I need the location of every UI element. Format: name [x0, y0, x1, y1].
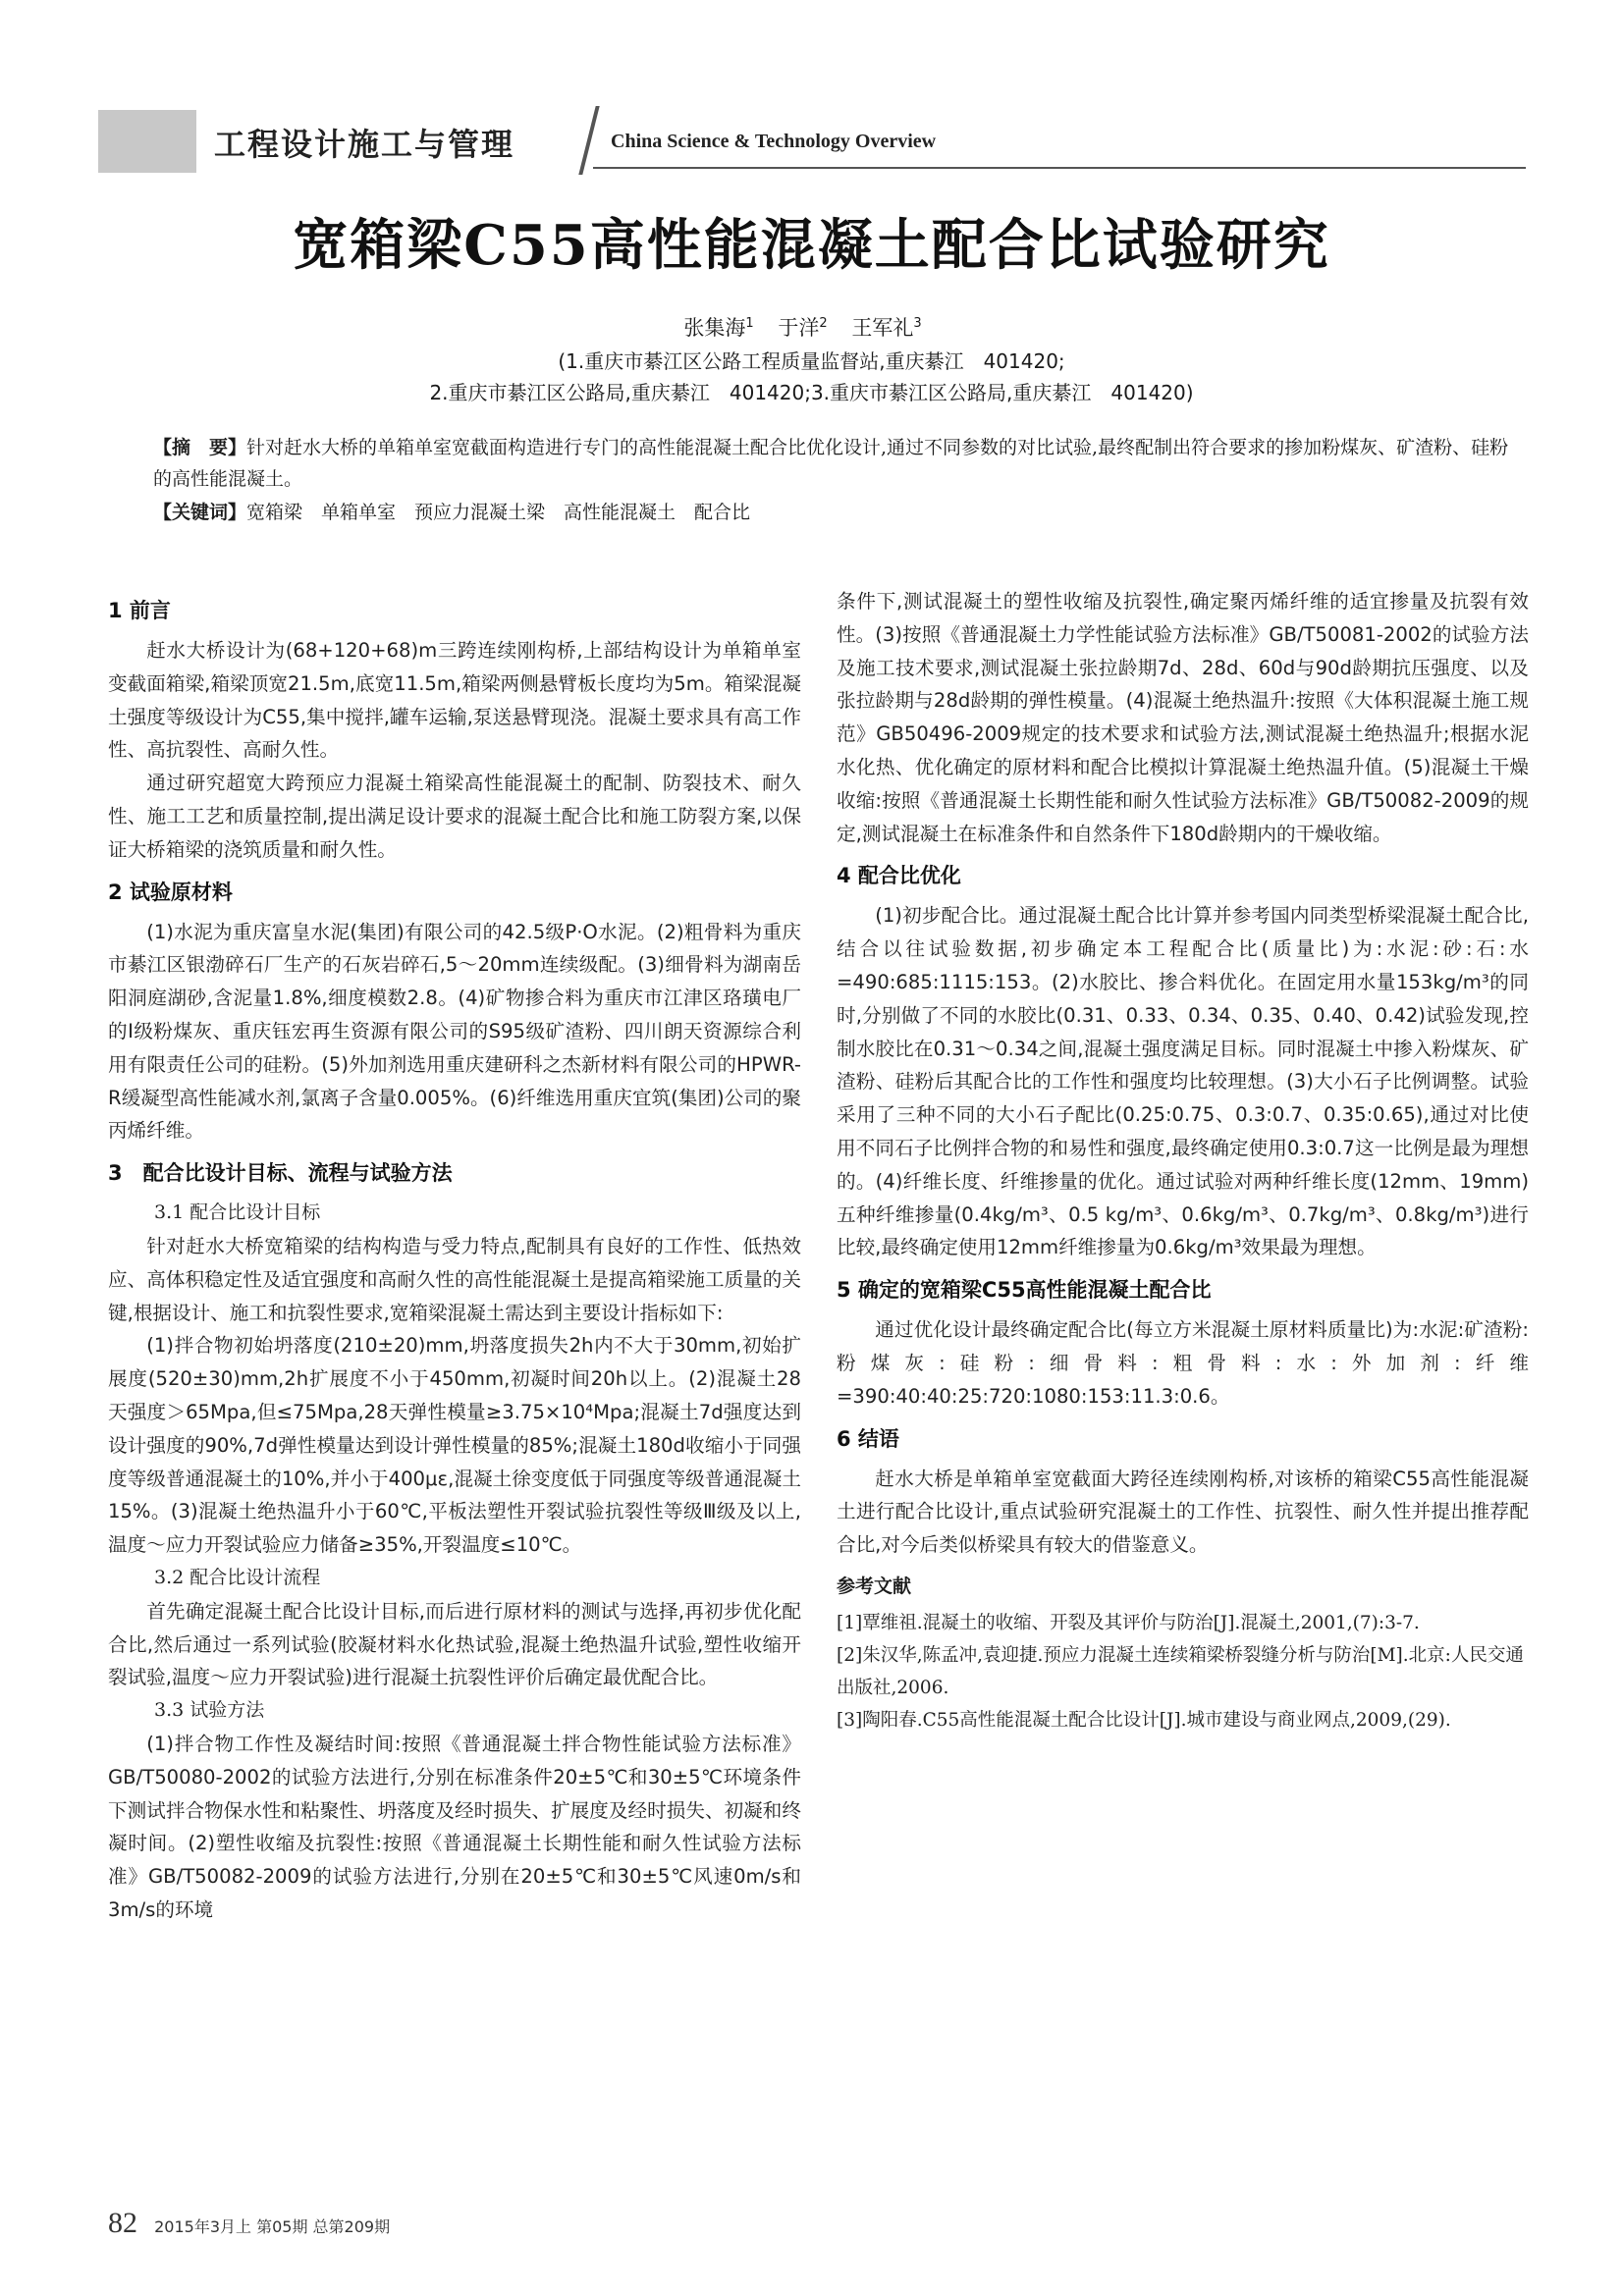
header-gray-block: [98, 110, 196, 173]
section-title: 工程设计施工与管理: [214, 126, 515, 163]
body-paragraph: 赶水大桥设计为(68+120+68)m三跨连续刚构桥,上部结构设计为单箱单室变截面箱梁,箱梁顶宽21.5m,底宽11.5m,箱梁两侧悬臂板长度均为5m。箱梁混凝土强度等级设计为C55,集中搅拌,罐车运输,泵送悬臂现浇。混凝土要求具有高工作性、高抗裂性、高耐久性。: [108, 639, 801, 762]
body-paragraph: 通过研究超宽大跨预应力混凝土箱梁高性能混凝土的配制、防裂技术、耐久性、施工工艺和质量控制,提出满足设计要求的混凝土配合比和施工防裂方案,以保证大桥箱梁的浇筑质量和耐久性。: [108, 772, 801, 861]
header-divider: [578, 106, 599, 175]
body-paragraph: (1)初步配合比。通过混凝土配合比计算并参考国内同类型桥梁混凝土配合比,结合以往试验数据,初步确定本工程配合比(质量比)为:水泥:砂:石:水=490:685:1115:153。(2)水胶比、掺合料优化。在固定用水量153kg/m³的同时,分别做了不同的水胶比(0.31、0.33、0.34、0.35、0.40、0.42)试验发现,控制水胶比在0.31～0.34之间,混凝土强度满足目标。同时混凝土中掺入粉煤灰、矿渣粉、硅粉后其配合比的工作性和强度均比较理想。(3)大小石子比例调整。试验采用了三种不同的大小石子配比(0.25:0.75、0.3:0.7、0.35:0.65),通过对比使用不同石子比例拌合物的和易性和强度,最终确定使用0.3:0.7这一比例是最为理想的。(4)纤维长度、纤维掺量的优化。通过试验对两种纤维长度(12mm、19mm)五种纤维掺量(0.4kg/m³、0.5 kg/m³、0.6kg/m³、0.7kg/m³、0.8kg/m³)进行比较,最终确定使用12mm纤维掺量为0.6kg/m³效果最为理想。: [837, 904, 1529, 1259]
section-heading: 1 前言: [108, 599, 171, 622]
author-name: 于洋: [778, 316, 820, 340]
page-footer: [108, 2207, 390, 2240]
author-sup: 2: [819, 316, 828, 331]
body-paragraph: 条件下,测试混凝土的塑性收缩及抗裂性,确定聚丙烯纤维的适宜掺量及抗裂有效性。(3)按照《普通混凝土力学性能试验方法标准》GB/T50081-2002的试验方法及施工技术要求,测试混凝土张拉龄期7d、28d、60d与90d龄期抗压强度、以及张拉龄期与28d龄期的弹性模量。(4)混凝土绝热温升:按照《大体积混凝土施工规范》GB50496-2009规定的技术要求和试验方法,测试混凝土绝热温升;根据水泥水化热、优化确定的原材料和配合比模拟计算混凝土绝热温升值。(5)混凝土干燥收缩:按照《普通混凝土长期性能和耐久性试验方法标准》GB/T50082-2009的规定,测试混凝土在标准条件和自然条件下180d龄期内的干燥收缩。: [837, 590, 1529, 845]
body-paragraph: 通过优化设计最终确定配合比(每立方米混凝土原材料质量比)为:水泥:矿渣粉:粉煤灰:硅粉:细骨料:粗骨料:水:外加剂:纤维=390:40:40:25:720:1080:153:11.3:0.6。: [837, 1318, 1529, 1408]
author-sup: 3: [913, 316, 922, 331]
subsection-heading: 3.1 配合比设计目标: [154, 1201, 321, 1224]
subsection-heading: 3.3 试验方法: [154, 1699, 265, 1722]
author-name: 王军礼: [851, 316, 914, 340]
header-rule: [593, 167, 1526, 169]
body-paragraph: 首先确定混凝土配合比设计目标,而后进行原材料的测试与选择,再初步优化配合比,然后通过一系列试验(胶凝材料水化热试验,混凝土绝热温升试验,塑性收缩开裂试验,温度～应力开裂试验)进行混凝土抗裂性评价后确定最优配合比。: [108, 1599, 801, 1689]
reference-item: [3]陶阳春.C55高性能混凝土配合比设计[J].城市建设与商业网点,2009,(29).: [837, 1709, 1451, 1731]
issue-info: 2015年3月上 第05期 总第209期: [154, 2217, 391, 2236]
body-paragraph: 赶水大桥是单箱单室宽截面大跨径连续刚构桥,对该桥的箱梁C55高性能混凝土进行配合比设计,重点试验研究混凝土的工作性、抗裂性、耐久性并提出推荐配合比,对今后类似桥梁具有较大的借鉴意义。: [837, 1467, 1529, 1557]
author-list: [0, 312, 1623, 342]
reference-item: [2]朱汉华,陈孟冲,袁迎捷.预应力混凝土连续箱梁桥裂缝分析与防治[M].北京:人民交通出版社,2006.: [837, 1644, 1524, 1698]
left-column: [108, 585, 801, 1927]
section-heading: 5 确定的宽箱梁C55高性能混凝土配合比: [837, 1278, 1212, 1303]
abstract-label: 【摘 要】: [153, 437, 247, 458]
abstract: [153, 432, 1526, 495]
abstract-text: 针对赶水大桥的单箱单室宽截面构造进行专门的高性能混凝土配合比优化设计,通过不同参数的对比试验,最终配制出符合要求的掺加粉煤灰、矿渣粉、硅粉的高性能混凝土。: [153, 437, 1509, 490]
references-heading: 参考文献: [837, 1575, 912, 1597]
body-paragraph: 针对赶水大桥宽箱梁的结构构造与受力特点,配制具有良好的工作性、低热效应、高体积稳定性及适宜强度和高耐久性的高性能混凝土是提高箱梁施工质量的关键,根据设计、施工和抗裂性要求,宽箱梁混凝土需达到主要设计指标如下:: [108, 1234, 801, 1324]
author-name: 张集海: [683, 316, 746, 340]
author-sup: 1: [745, 316, 754, 331]
keywords-label: 【关键词】: [153, 502, 247, 523]
affiliation-line: (1.重庆市綦江区公路工程质量监督站,重庆綦江 401420;: [558, 349, 1065, 373]
body-paragraph: (1)水泥为重庆富皇水泥(集团)有限公司的42.5级P·O水泥。(2)粗骨料为重庆市綦江区银渤碎石厂生产的石灰岩碎石,5～20mm连续级配。(3)细骨料为湖南岳阳洞庭湖砂,含泥量1.8%,细度模数2.8。(4)矿物掺合料为重庆市江津区珞璜电厂的Ⅰ级粉煤灰、重庆钰宏再生资源有限公司的S95级矿渣粉、四川朗天资源综合利用有限责任公司的硅粉。(5)外加剂选用重庆建研科之杰新材料有限公司的HPWR-R缓凝型高性能减水剂,氯离子含量0.005%。(6)纤维选用重庆宜筑(集团)公司的聚丙烯纤维。: [108, 920, 801, 1143]
right-column: [837, 585, 1529, 1736]
reference-item: [1]覃维祖.混凝土的收缩、开裂及其评价与防治[J].混凝土,2001,(7):3-7.: [837, 1612, 1420, 1633]
body-paragraph: (1)拌合物工作性及凝结时间:按照《普通混凝土拌合物性能试验方法标准》GB/T50080-2002的试验方法进行,分别在标准条件20±5℃和30±5℃环境条件下测试拌合物保水性和粘聚性、坍落度及经时损失、扩展度及经时损失、初凝和终凝时间。(2)塑性收缩及抗裂性:按照《普通混凝土长期性能和耐久性试验方法标准》GB/T50082-2009的试验方法进行,分别在20±5℃和30±5℃风速0m/s和3m/s的环境: [108, 1732, 801, 1921]
page-number: 82: [108, 2207, 137, 2239]
body-paragraph: (1)拌合物初始坍落度(210±20)mm,坍落度损失2h内不大于30mm,初始扩展度(520±30)mm,2h扩展度不小于450mm,初凝时间20h以上。(2)混凝土28天强度＞65Mpa,但≤75Mpa,28天弹性模量≥3.75×10⁴Mpa;混凝土7d强度达到设计强度的90%,7d弹性模量达到设计弹性模量的85%;混凝土180d收缩小于同强度等级普通混凝土的10%,并小于400με,混凝土徐变度低于同强度等级普通混凝土15%。(3)混凝土绝热温升小于60℃,平板法塑性开裂试验抗裂性等级Ⅲ级及以上,温度～应力开裂试验应力储备≥35%,开裂温度≤10℃。: [108, 1334, 801, 1557]
affiliation-line: 2.重庆市綦江区公路局,重庆綦江 401420;3.重庆市綦江区公路局,重庆綦江 401420): [429, 381, 1194, 404]
journal-name: China Science & Technology Overview: [611, 131, 937, 152]
section-heading: 2 试验原材料: [108, 880, 233, 904]
section-heading: 3 配合比设计目标、流程与试验方法: [108, 1161, 453, 1186]
keywords: [153, 497, 1526, 528]
keywords-text: 宽箱梁 单箱单室 预应力混凝土梁 高性能混凝土 配合比: [246, 502, 751, 523]
subsection-heading: 3.2 配合比设计流程: [154, 1566, 321, 1588]
section-heading: 6 结语: [837, 1426, 899, 1451]
section-heading: 4 配合比优化: [837, 864, 961, 888]
article-title: 宽箱梁C55高性能混凝土配合比试验研究: [293, 213, 1330, 278]
